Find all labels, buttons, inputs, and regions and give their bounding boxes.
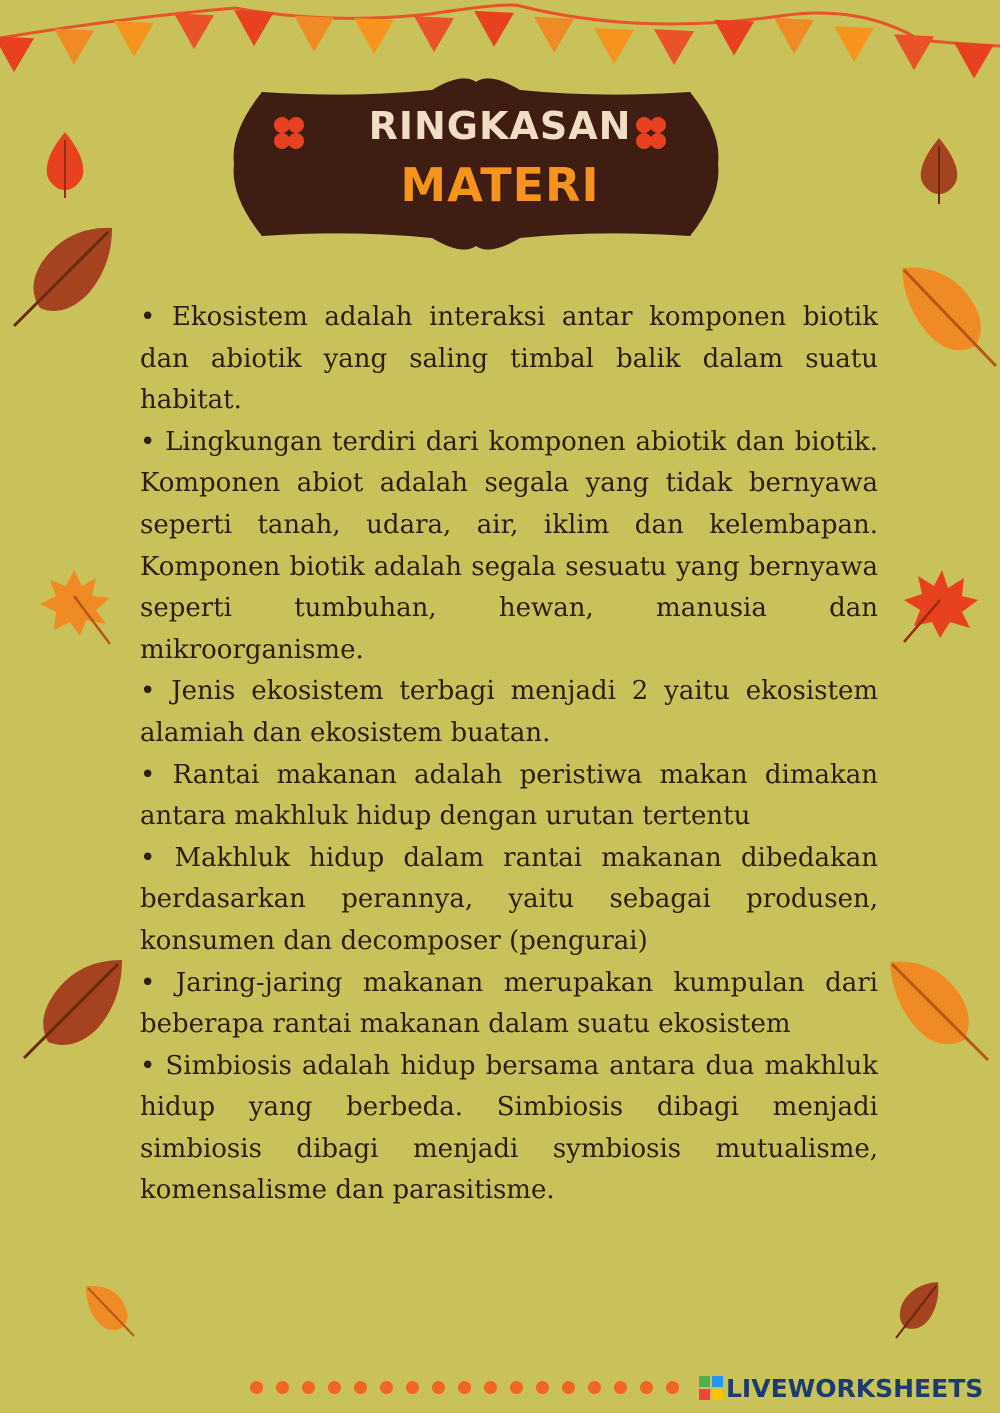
summary-point-symbiosis: • Simbiosis adalah hidup bersama antara dua makhluk hidup yang berbeda. Simbiosis dibagi menjadi simbiosis dibagi menjadi symbiosis mutualisme, komensalisme dan parasitisme. (140, 1050, 878, 1206)
summary-content (140, 297, 878, 1212)
leaf-red-top-left-icon (40, 130, 90, 200)
title-line-1: RINGKASAN (368, 104, 632, 148)
leaf-orange-lower-right-icon (884, 956, 992, 1064)
brand-name: LIVEWORKSHEETS (726, 1373, 984, 1403)
leaf-brown-left-icon (8, 222, 118, 332)
summary-point-ecosystem-types: • Jenis ekosistem terbagi menjadi 2 yaitu ekosistem alamiah dan ekosistem buatan. (140, 676, 878, 748)
leaf-orange-right-icon (896, 262, 1000, 370)
summary-point-ecosystem: • Ekosistem adalah interaksi antar komponen biotik dan abiotik yang saling timbal balik dalam suatu habitat. (140, 302, 878, 416)
bunting-flag (54, 29, 94, 65)
leaf-brown-lower-left-icon (18, 956, 128, 1064)
bunting-flag (774, 18, 814, 54)
footer-dot (536, 1381, 549, 1394)
leaf-maple-red-right-icon (900, 566, 980, 646)
bunting-flag (474, 11, 514, 47)
title-line-2: MATERI (400, 158, 600, 212)
footer-dot (484, 1381, 497, 1394)
bunting-flag (234, 10, 274, 46)
footer-dot (614, 1381, 627, 1394)
leaf-orange-bottom-left-icon (82, 1282, 136, 1338)
footer-dot (354, 1381, 367, 1394)
leaf-brown-bottom-right-icon (892, 1278, 942, 1340)
footer-dot (640, 1381, 653, 1394)
bunting-flag (954, 42, 994, 78)
footer-dot (562, 1381, 575, 1394)
bunting-flag (594, 28, 634, 64)
leaf-brown-top-right-icon (914, 136, 964, 206)
footer-dot (588, 1381, 601, 1394)
footer-dot (666, 1381, 679, 1394)
bunting-flag (834, 26, 874, 62)
footer-dot (302, 1381, 315, 1394)
liveworksheets-logo-icon (698, 1375, 724, 1401)
bunting-flag (0, 36, 34, 72)
bunting-flag (714, 20, 754, 56)
bunting-flag (654, 29, 694, 65)
footer-dot (250, 1381, 263, 1394)
summary-point-environment: • Lingkungan terdiri dari komponen abiotik dan biotik. Komponen abiot adalah segala yang tidak bernyawa seperti tanah, udara, air, iklim dan kelembapan. Komponen biotik adalah segala sesuatu yang bernyawa seperti tumbuhan, hewan, manusia dan mikroorganisme. (140, 426, 878, 665)
footer-dot (510, 1381, 523, 1394)
footer-dot (432, 1381, 445, 1394)
bunting-flag (894, 34, 934, 70)
footer-dot (406, 1381, 419, 1394)
liveworksheets-brand[interactable] (698, 1370, 983, 1406)
footer-dot (458, 1381, 471, 1394)
summary-point-food-web: • Jaring-jaring makanan merupakan kumpulan dari beberapa rantai makanan dalam suatu ekosistem (140, 967, 878, 1040)
bunting-flag (534, 17, 574, 53)
bunting-flag (114, 21, 154, 57)
bunting-flag (414, 16, 454, 52)
footer-dot (276, 1381, 289, 1394)
bunting-flag (294, 16, 334, 52)
footer-dot (380, 1381, 393, 1394)
summary-point-food-chain: • Rantai makanan adalah peristiwa makan dimakan antara makhluk hidup dengan urutan tertentu (140, 759, 878, 832)
summary-point-food-chain-roles: • Makhluk hidup dalam rantai makanan dibedakan berdasarkan perannya, yaitu sebagai produsen, konsumen dan decomposer (pengurai) (140, 842, 878, 956)
footer-dots (250, 1381, 679, 1395)
bunting-flag (174, 13, 214, 49)
footer-dot (328, 1381, 341, 1394)
leaf-maple-orange-left-icon (36, 566, 114, 646)
bunting-flag (354, 18, 394, 54)
